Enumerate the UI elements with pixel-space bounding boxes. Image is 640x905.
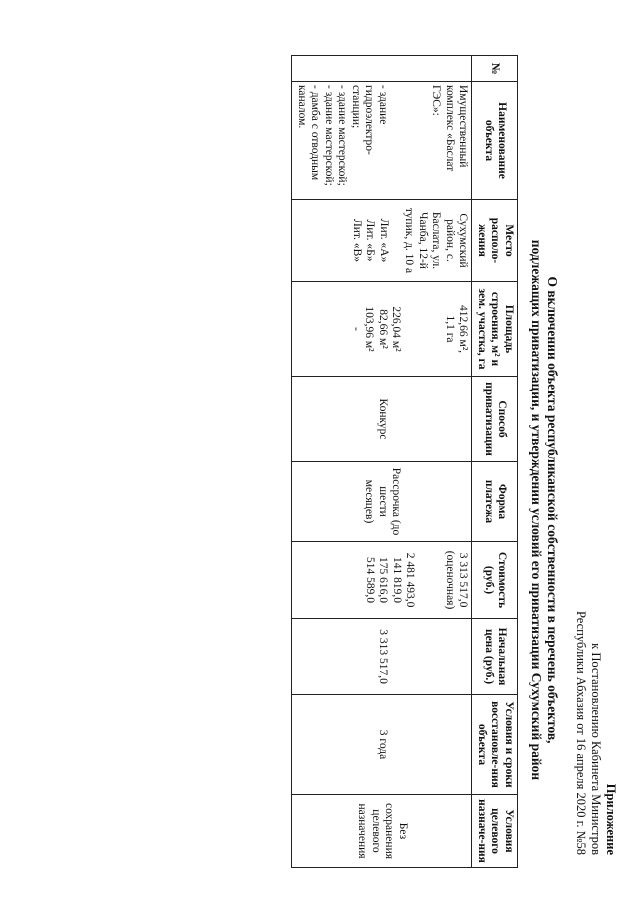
object-name: Имущественный комплекс «Баслат ГЭС»: [430,85,470,172]
cell-num [292,56,472,82]
object-item-2: - здание мастерской; [336,85,349,186]
cell-cost [292,542,472,619]
document-title [528,200,560,820]
object-item-3: - здание мастерской; [323,85,335,186]
appendix-title: Приложение [604,783,618,855]
cell-restoration [292,695,472,795]
header-payment: Форма платежа [472,462,518,542]
cell-location [292,200,472,282]
header-method: Способ приватизации [472,377,518,462]
location-lit-v: Лит. «В» [351,218,363,263]
area-total-building: 412,66 м², [457,304,470,354]
method-value: Конкурс [376,398,389,440]
area-total-land: 1,1 га [444,315,456,343]
object-item-1: - здание гидроэлектро-станции; [350,85,389,155]
appendix-line-1: к Постановлению Кабинета Министров [589,643,603,855]
restoration-value: 3 года [376,729,389,760]
header-cost: Стоимость (руб.) [472,542,518,619]
area-item-3: 103,96 м² [363,306,376,352]
header-purpose: Условия целевого назначе-ния [472,795,518,868]
cell-method [292,377,472,462]
cost-note: (оценочная) [444,550,456,610]
cost-item-1: 2 481 493,0 [404,552,417,608]
location-lit-b: Лит. «Б» [364,219,377,262]
header-name: Наименование объекта [472,82,518,200]
location-address: Сухумский район, с. Баслата, ул. Чанба, 12-й тупик, д. 10 а [403,207,470,274]
table-header-row [472,56,518,868]
cell-area [292,282,472,377]
cost-total: 3 313 517,0 [457,552,470,608]
appendix-line-2: Республики Абхазия от 16 апреля 2020 г. №58 [574,610,588,855]
area-item-1: 226,04 м² [390,306,403,352]
document-title-line-1: О включении объекта республиканской собственности в перечень объектов, [545,276,560,744]
header-location: Место располо-жения [472,200,518,282]
cell-purpose [292,795,472,868]
start-price-value: 3 313 517,0 [376,629,389,684]
table-row [292,56,472,868]
privatization-table [292,55,519,868]
cell-start-price [292,619,472,695]
header-restoration: Условия и сроки восстановле-ния объекта [472,695,518,795]
cost-item-4: 514 589,0 [364,557,376,603]
header-area: Площадь строения, м² и зем. участка, га [472,282,518,377]
cost-item-3: 175 616,0 [377,557,390,603]
area-item-4: - [350,327,362,331]
area-item-2: 82,66 м² [377,309,389,349]
header-num: № [472,56,518,82]
document-title-line-2: подлежащих приватизации, и утверждении условий его приватизации Сухумский район [529,239,544,781]
object-item-4: - дамба с отводным каналом. [296,85,322,181]
cell-payment [292,462,472,542]
cost-item-2: 141 819,0 [391,557,403,603]
payment-value: Рассрочка (до шести месяцев) [363,467,403,536]
purpose-value: Без сохранения целевого назначения [356,802,409,860]
cell-name [292,82,472,200]
location-lit-a: Лит. «А» [378,218,390,263]
appendix-header [573,611,618,855]
header-start-price: Начальная цена (руб.) [472,619,518,695]
